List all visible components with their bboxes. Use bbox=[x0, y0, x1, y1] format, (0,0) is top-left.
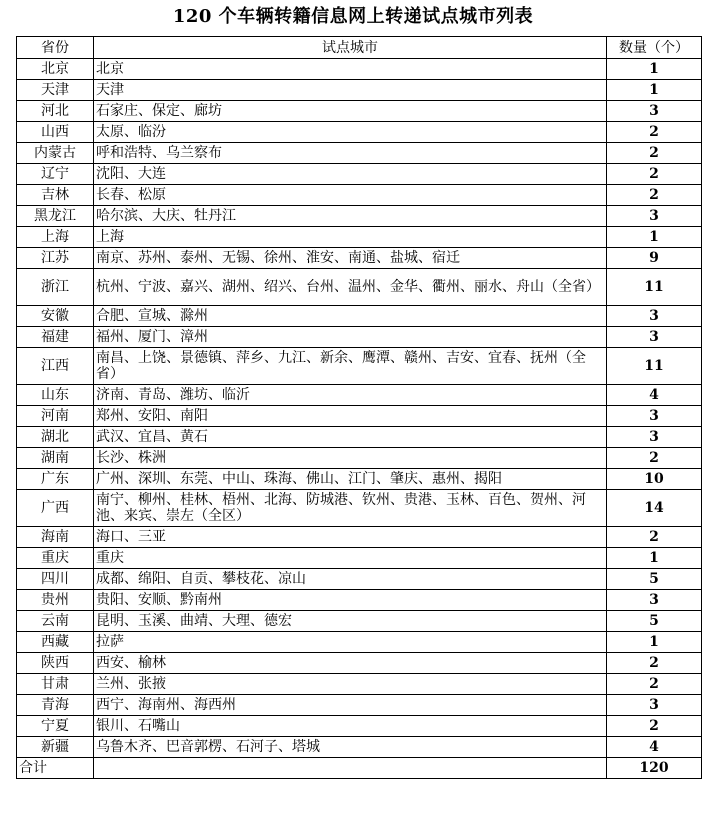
header-province: 省份 bbox=[17, 37, 94, 59]
province-cell: 青海 bbox=[17, 695, 94, 716]
cities-cell: 银川、石嘴山 bbox=[94, 716, 607, 737]
count-cell: 5 bbox=[607, 611, 702, 632]
total-row bbox=[17, 758, 702, 779]
count-cell: 3 bbox=[607, 206, 702, 227]
cities-cell: 乌鲁木齐、巴音郭楞、石河子、塔城 bbox=[94, 737, 607, 758]
province-cell: 吉林 bbox=[17, 185, 94, 206]
count-cell: 4 bbox=[607, 385, 702, 406]
total-empty-cell bbox=[94, 758, 607, 779]
table-row bbox=[17, 737, 702, 758]
count-cell: 3 bbox=[607, 327, 702, 348]
count-cell: 1 bbox=[607, 59, 702, 80]
table-row bbox=[17, 227, 702, 248]
table-body bbox=[17, 59, 702, 758]
province-cell: 江苏 bbox=[17, 248, 94, 269]
table-row bbox=[17, 569, 702, 590]
cities-cell: 昆明、玉溪、曲靖、大理、德宏 bbox=[94, 611, 607, 632]
cities-cell: 西宁、海南州、海西州 bbox=[94, 695, 607, 716]
table-row bbox=[17, 185, 702, 206]
cities-cell: 呼和浩特、乌兰察布 bbox=[94, 143, 607, 164]
table-row bbox=[17, 427, 702, 448]
count-cell: 3 bbox=[607, 101, 702, 122]
province-cell: 贵州 bbox=[17, 590, 94, 611]
count-cell: 3 bbox=[607, 406, 702, 427]
cities-cell: 重庆 bbox=[94, 548, 607, 569]
count-cell: 3 bbox=[607, 695, 702, 716]
count-cell: 3 bbox=[607, 306, 702, 327]
count-cell: 10 bbox=[607, 469, 702, 490]
count-cell: 2 bbox=[607, 143, 702, 164]
table-row bbox=[17, 206, 702, 227]
table-row bbox=[17, 143, 702, 164]
table-row bbox=[17, 269, 702, 306]
cities-cell: 广州、深圳、东莞、中山、珠海、佛山、江门、肇庆、惠州、揭阳 bbox=[94, 469, 607, 490]
table-row bbox=[17, 306, 702, 327]
header-cities: 试点城市 bbox=[94, 37, 607, 59]
total-label: 合计 bbox=[17, 758, 94, 779]
table-row bbox=[17, 385, 702, 406]
province-cell: 北京 bbox=[17, 59, 94, 80]
table-row bbox=[17, 327, 702, 348]
count-cell: 11 bbox=[607, 348, 702, 385]
count-cell: 4 bbox=[607, 737, 702, 758]
count-cell: 1 bbox=[607, 80, 702, 101]
province-cell: 云南 bbox=[17, 611, 94, 632]
cities-cell: 石家庄、保定、廊坊 bbox=[94, 101, 607, 122]
table-row bbox=[17, 80, 702, 101]
count-cell: 11 bbox=[607, 269, 702, 306]
province-cell: 黑龙江 bbox=[17, 206, 94, 227]
cities-cell: 拉萨 bbox=[94, 632, 607, 653]
count-cell: 14 bbox=[607, 490, 702, 527]
province-cell: 四川 bbox=[17, 569, 94, 590]
province-cell: 宁夏 bbox=[17, 716, 94, 737]
province-cell: 西藏 bbox=[17, 632, 94, 653]
province-cell: 广西 bbox=[17, 490, 94, 527]
pilot-city-table bbox=[16, 36, 702, 779]
cities-cell: 天津 bbox=[94, 80, 607, 101]
province-cell: 新疆 bbox=[17, 737, 94, 758]
province-cell: 内蒙古 bbox=[17, 143, 94, 164]
count-cell: 2 bbox=[607, 448, 702, 469]
header-count: 数量（个） bbox=[607, 37, 702, 59]
count-cell: 2 bbox=[607, 122, 702, 143]
page-title: 120 个车辆转籍信息网上转递试点城市列表 bbox=[172, 6, 534, 27]
table-row bbox=[17, 248, 702, 269]
table-row bbox=[17, 59, 702, 80]
cities-cell: 哈尔滨、大庆、牡丹江 bbox=[94, 206, 607, 227]
table-row bbox=[17, 527, 702, 548]
table-row bbox=[17, 548, 702, 569]
province-cell: 广东 bbox=[17, 469, 94, 490]
province-cell: 河南 bbox=[17, 406, 94, 427]
cities-cell: 福州、厦门、漳州 bbox=[94, 327, 607, 348]
cities-cell: 沈阳、大连 bbox=[94, 164, 607, 185]
table-row bbox=[17, 469, 702, 490]
province-cell: 安徽 bbox=[17, 306, 94, 327]
count-cell: 1 bbox=[607, 227, 702, 248]
table-row bbox=[17, 448, 702, 469]
province-cell: 上海 bbox=[17, 227, 94, 248]
cities-cell: 武汉、宜昌、黄石 bbox=[94, 427, 607, 448]
cities-cell: 太原、临汾 bbox=[94, 122, 607, 143]
cities-cell: 长沙、株洲 bbox=[94, 448, 607, 469]
province-cell: 河北 bbox=[17, 101, 94, 122]
province-cell: 辽宁 bbox=[17, 164, 94, 185]
table-row bbox=[17, 632, 702, 653]
province-cell: 甘肃 bbox=[17, 674, 94, 695]
cities-cell: 长春、松原 bbox=[94, 185, 607, 206]
cities-cell: 海口、三亚 bbox=[94, 527, 607, 548]
cities-cell: 西安、榆林 bbox=[94, 653, 607, 674]
table-row bbox=[17, 348, 702, 385]
table-row bbox=[17, 490, 702, 527]
province-cell: 湖北 bbox=[17, 427, 94, 448]
cities-cell: 郑州、安阳、南阳 bbox=[94, 406, 607, 427]
cities-cell: 北京 bbox=[94, 59, 607, 80]
table-row bbox=[17, 653, 702, 674]
cities-cell: 济南、青岛、潍坊、临沂 bbox=[94, 385, 607, 406]
cities-cell: 南昌、上饶、景德镇、萍乡、九江、新余、鹰潭、赣州、吉安、宜春、抚州（全省） bbox=[94, 348, 607, 385]
count-cell: 5 bbox=[607, 569, 702, 590]
table-row bbox=[17, 122, 702, 143]
cities-cell: 合肥、宣城、滁州 bbox=[94, 306, 607, 327]
province-cell: 山东 bbox=[17, 385, 94, 406]
province-cell: 福建 bbox=[17, 327, 94, 348]
table-row bbox=[17, 695, 702, 716]
province-cell: 天津 bbox=[17, 80, 94, 101]
cities-cell: 南京、苏州、泰州、无锡、徐州、淮安、南通、盐城、宿迁 bbox=[94, 248, 607, 269]
table-row bbox=[17, 611, 702, 632]
count-cell: 2 bbox=[607, 185, 702, 206]
table-row bbox=[17, 406, 702, 427]
table-row bbox=[17, 716, 702, 737]
count-cell: 2 bbox=[607, 653, 702, 674]
table-row bbox=[17, 101, 702, 122]
count-cell: 2 bbox=[607, 527, 702, 548]
table-row bbox=[17, 590, 702, 611]
cities-cell: 杭州、宁波、嘉兴、湖州、绍兴、台州、温州、金华、衢州、丽水、舟山（全省） bbox=[94, 269, 607, 306]
table-row bbox=[17, 674, 702, 695]
province-cell: 重庆 bbox=[17, 548, 94, 569]
count-cell: 3 bbox=[607, 590, 702, 611]
count-cell: 2 bbox=[607, 674, 702, 695]
province-cell: 湖南 bbox=[17, 448, 94, 469]
table-row bbox=[17, 164, 702, 185]
cities-cell: 贵阳、安顺、黔南州 bbox=[94, 590, 607, 611]
count-cell: 1 bbox=[607, 632, 702, 653]
province-cell: 浙江 bbox=[17, 269, 94, 306]
province-cell: 陕西 bbox=[17, 653, 94, 674]
count-cell: 3 bbox=[607, 427, 702, 448]
province-cell: 江西 bbox=[17, 348, 94, 385]
province-cell: 山西 bbox=[17, 122, 94, 143]
count-cell: 2 bbox=[607, 716, 702, 737]
province-cell: 海南 bbox=[17, 527, 94, 548]
cities-cell: 成都、绵阳、自贡、攀枝花、凉山 bbox=[94, 569, 607, 590]
count-cell: 9 bbox=[607, 248, 702, 269]
cities-cell: 上海 bbox=[94, 227, 607, 248]
table-header-row bbox=[17, 37, 702, 59]
cities-cell: 兰州、张掖 bbox=[94, 674, 607, 695]
total-count: 120 bbox=[607, 758, 702, 779]
count-cell: 2 bbox=[607, 164, 702, 185]
cities-cell: 南宁、柳州、桂林、梧州、北海、防城港、钦州、贵港、玉林、百色、贺州、河池、来宾、崇左（全区） bbox=[94, 490, 607, 527]
count-cell: 1 bbox=[607, 548, 702, 569]
